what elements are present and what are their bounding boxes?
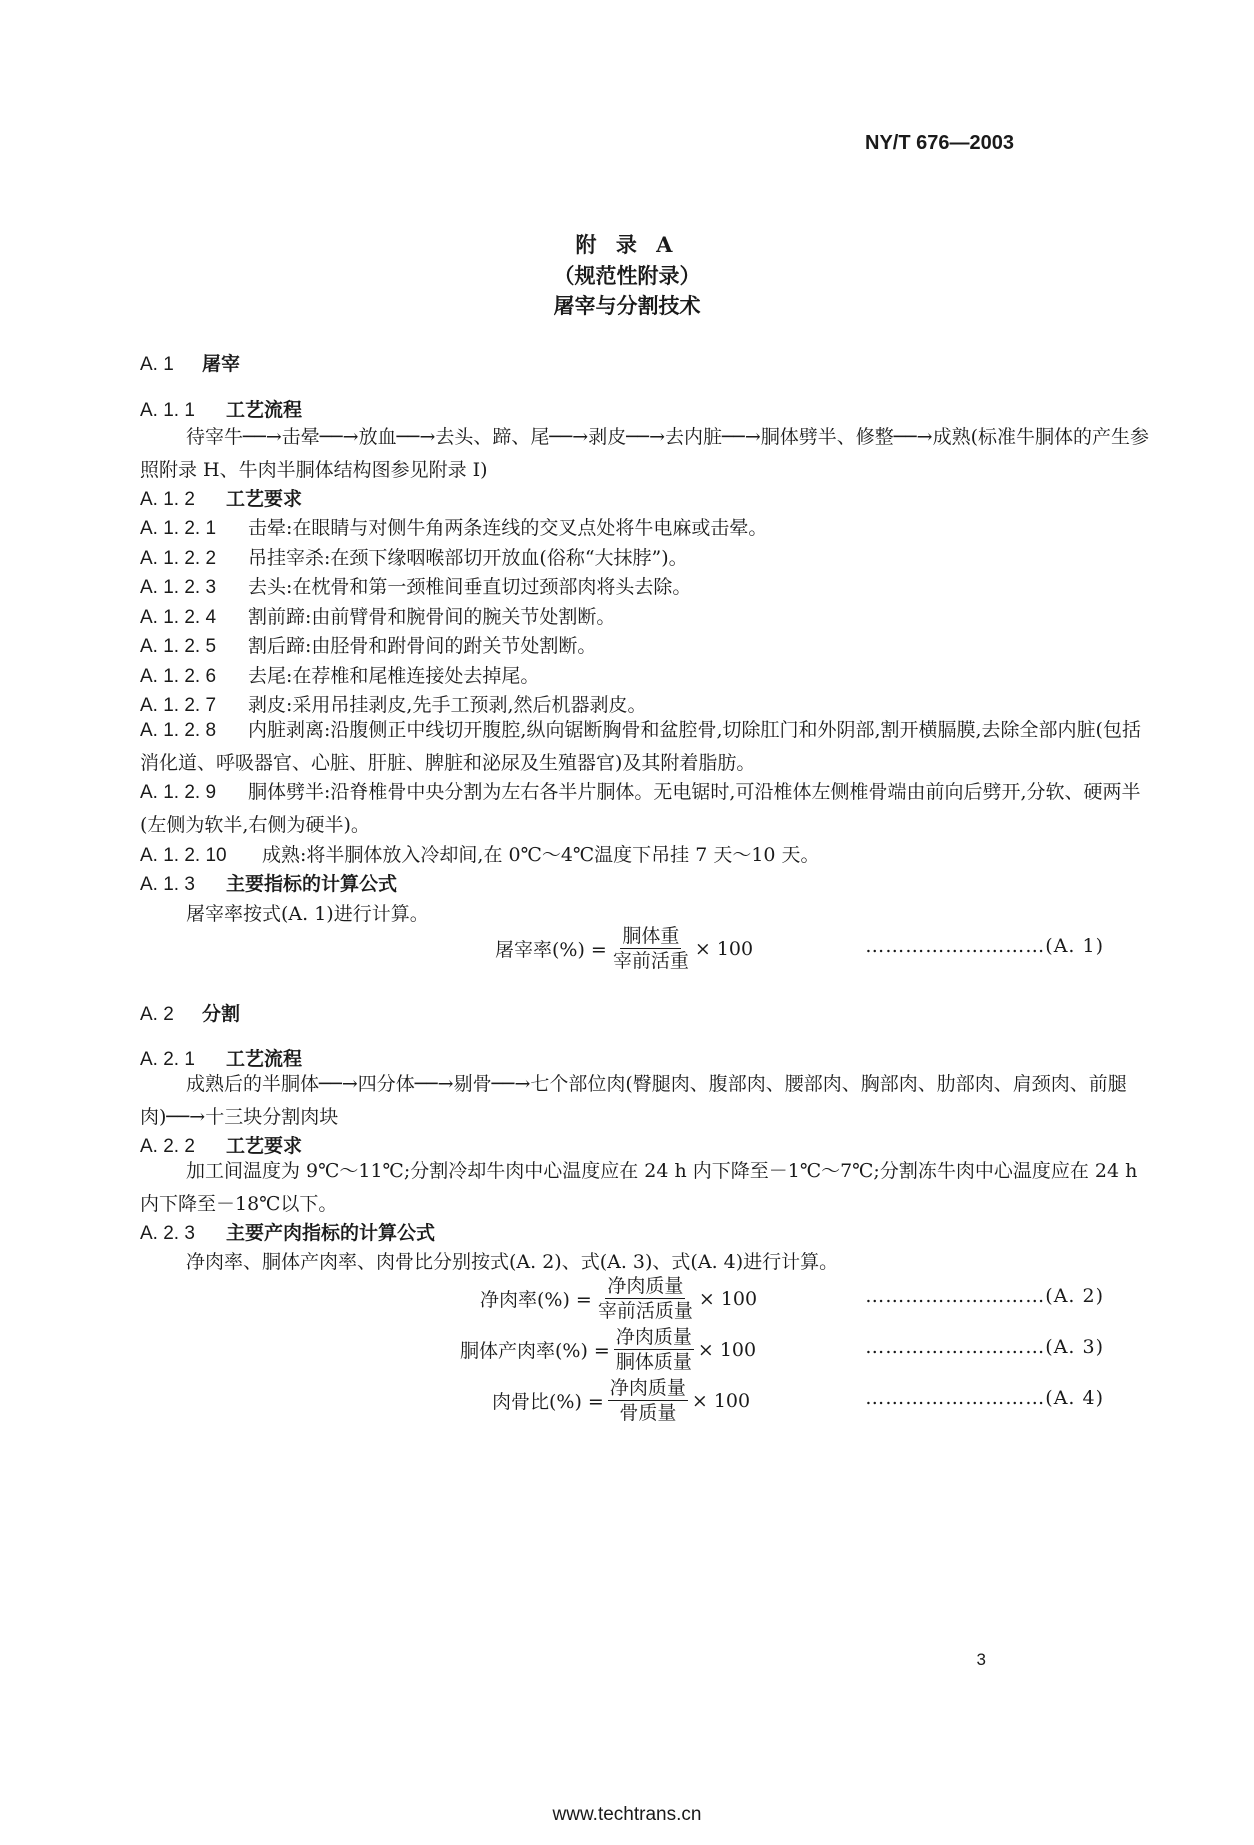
formula-lhs: 屠宰率(%) = [495, 939, 607, 961]
section-a2-heading [140, 999, 240, 1026]
section-title: 工艺要求 [226, 488, 303, 510]
item-number: A. 1. 2. 1 [140, 518, 217, 539]
section-a11-text: 待宰牛──→击晕──→放血──→去头、蹄、尾──→剥皮──→去内脏──→胴体劈半、修整──→成熟(标准牛胴体的产生参照附录 H、牛肉半胴体结构图参见附录 I) [140, 426, 1149, 481]
item-text: 割前蹄:由前臂骨和腕骨间的腕关节处割断。 [248, 606, 616, 628]
section-a13-heading [140, 869, 397, 896]
formula-a4 [492, 1377, 750, 1424]
item-a1210 [140, 840, 820, 867]
section-number: A. 1. 3 [140, 874, 195, 895]
formula-a3 [460, 1326, 756, 1373]
formula-denominator: 宰前活质量 [597, 1300, 693, 1322]
formula-numerator: 胴体重 [622, 925, 680, 947]
item-text: 去尾:在荐椎和尾椎连接处去掉尾。 [248, 665, 540, 687]
formula-lhs: 净肉率(%) = [480, 1289, 592, 1311]
formula-multiplier: × 100 [698, 1287, 758, 1310]
section-a12-heading [140, 484, 302, 511]
item-a124 [140, 602, 615, 629]
section-number: A. 2. 2 [140, 1136, 195, 1157]
item-a123 [140, 572, 691, 599]
item-number: A. 1. 2. 5 [140, 636, 217, 657]
item-a129 [140, 776, 1150, 842]
formula-a1 [495, 925, 753, 972]
item-text: 吊挂宰杀:在颈下缘咽喉部切开放血(俗称“大抹脖”)。 [248, 547, 688, 569]
formula-multiplier: × 100 [694, 937, 754, 960]
formula-denominator: 胴体质量 [615, 1351, 692, 1373]
section-number: A. 1. 1 [140, 400, 195, 421]
section-a11-heading [140, 395, 302, 422]
item-number: A. 1. 2. 9 [140, 782, 217, 803]
formula-lhs: 胴体产肉率(%) = [460, 1340, 610, 1362]
section-title: 工艺流程 [226, 1048, 303, 1070]
item-text: 击晕:在眼睛与对侧牛角两条连线的交叉点处将牛电麻或击晕。 [248, 517, 768, 539]
section-a13-text: 屠宰率按式(A. 1)进行计算。 [186, 903, 429, 925]
section-number: A. 2 [140, 1004, 174, 1025]
equation-number: ………………………(A. 1) [865, 935, 1104, 957]
formula-multiplier: × 100 [691, 1389, 751, 1412]
section-a22-text: 加工间温度为 9℃～11℃;分割冷却牛肉中心温度应在 24 h 内下降至－1℃～7℃;分割冻牛肉中心温度应在 24 h 内下降至－18℃以下。 [140, 1160, 1138, 1215]
section-title: 分割 [202, 1003, 241, 1025]
item-text: 内脏剥离:沿腹侧正中线切开腹腔,纵向锯断胸骨和盆腔骨,切除肛门和外阴部,割开横膈膜,去除全部内脏(包括消化道、呼吸器官、心脏、肝脏、脾脏和泌尿及生殖器官)及其附着脂肪。 [140, 719, 1141, 774]
item-number: A. 1. 2. 3 [140, 577, 217, 598]
item-number: A. 1. 2. 7 [140, 695, 217, 716]
item-text: 割后蹄:由胫骨和跗骨间的跗关节处割断。 [248, 635, 597, 657]
item-number: A. 1. 2. 10 [140, 845, 227, 866]
appendix-subtitle: （规范性附录） [553, 263, 701, 288]
equation-number: ………………………(A. 4) [865, 1387, 1104, 1409]
formula-fraction [614, 1326, 694, 1373]
section-a23-text: 净肉率、胴体产肉率、肉骨比分别按式(A. 2)、式(A. 3)、式(A. 4)进行计算。 [186, 1251, 839, 1273]
footer-url[interactable]: www.techtrans.cn [552, 1804, 702, 1825]
item-number: A. 1. 2. 2 [140, 548, 217, 569]
item-a125 [140, 631, 596, 658]
section-a21-text: 成熟后的半胴体──→四分体──→剔骨──→七个部位肉(臀腿肉、腹部肉、腰部肉、胸部肉、肋部肉、肩颈肉、前腿肉)──→十三块分割肉块 [140, 1073, 1127, 1128]
section-title: 主要指标的计算公式 [226, 873, 398, 895]
item-number: A. 1. 2. 6 [140, 666, 217, 687]
appendix-title: 附 录 A [575, 232, 679, 257]
standard-number: NY/T 676—2003 [865, 132, 1014, 154]
item-a127 [140, 690, 646, 717]
item-text: 胴体劈半:沿脊椎骨中央分割为左右各半片胴体。无电锯时,可沿椎体左侧椎骨端由前向后劈开,分软、硬两半(左侧为软半,右侧为硬半)。 [140, 781, 1141, 836]
appendix-name: 屠宰与分割技术 [553, 293, 701, 318]
section-title: 工艺流程 [226, 399, 303, 421]
section-a1-heading [140, 349, 240, 376]
formula-denominator: 宰前活重 [612, 950, 689, 972]
equation-number: ………………………(A. 2) [865, 1285, 1104, 1307]
item-a126 [140, 661, 539, 688]
section-title: 工艺要求 [226, 1135, 303, 1157]
formula-a2 [480, 1275, 757, 1322]
section-number: A. 1 [140, 354, 174, 375]
formula-fraction [596, 1275, 695, 1322]
item-text: 剥皮:采用吊挂剥皮,先手工预剥,然后机器剥皮。 [248, 694, 647, 716]
item-a128 [140, 714, 1150, 780]
page-number: 3 [976, 1650, 986, 1669]
item-a121 [140, 513, 767, 540]
formula-numerator: 净肉质量 [609, 1377, 686, 1399]
item-a122 [140, 543, 688, 570]
section-title: 屠宰 [202, 353, 241, 375]
section-number: A. 1. 2 [140, 489, 195, 510]
formula-lhs: 肉骨比(%) = [492, 1391, 604, 1413]
formula-fraction [611, 925, 691, 972]
section-a21-heading [140, 1044, 302, 1071]
formula-numerator: 净肉质量 [615, 1326, 692, 1348]
section-number: A. 2. 3 [140, 1223, 195, 1244]
section-number: A. 2. 1 [140, 1049, 195, 1070]
section-a23-heading [140, 1218, 435, 1245]
equation-number: ………………………(A. 3) [865, 1336, 1104, 1358]
formula-fraction [608, 1377, 688, 1424]
item-number: A. 1. 2. 4 [140, 607, 217, 628]
item-text: 去头:在枕骨和第一颈椎间垂直切过颈部肉将头去除。 [248, 576, 692, 598]
formula-multiplier: × 100 [697, 1338, 757, 1361]
section-title: 主要产肉指标的计算公式 [226, 1222, 436, 1244]
formula-denominator: 骨质量 [619, 1402, 677, 1424]
formula-numerator: 净肉质量 [607, 1275, 684, 1297]
item-text: 成熟:将半胴体放入冷却间,在 0℃～4℃温度下吊挂 7 天～10 天。 [262, 844, 820, 866]
section-a22-heading [140, 1131, 302, 1158]
item-number: A. 1. 2. 8 [140, 720, 217, 741]
